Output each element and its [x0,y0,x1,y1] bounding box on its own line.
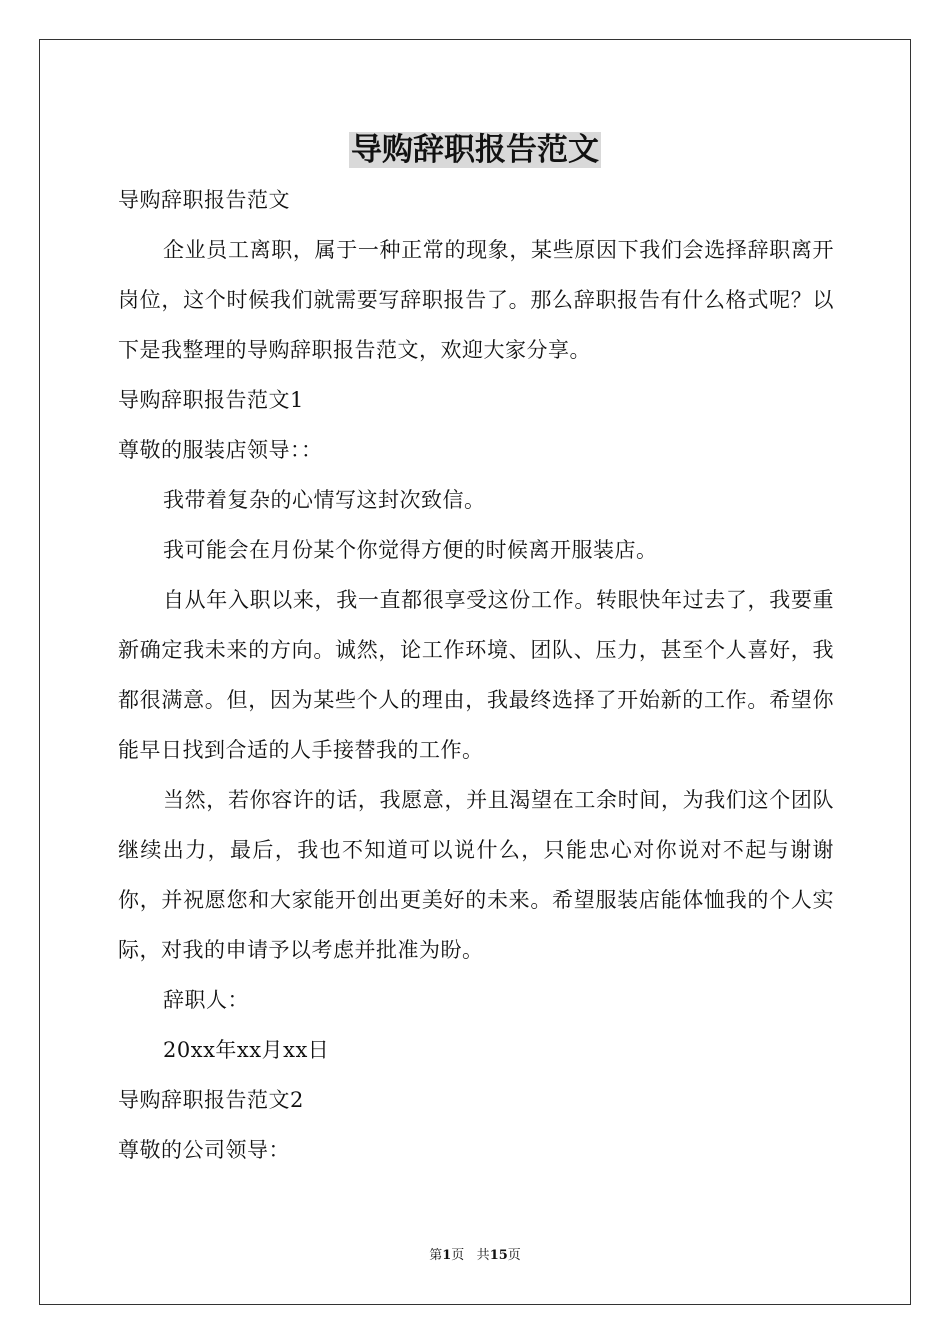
paragraph-5: 我可能会在月份某个你觉得方便的时候离开服装店。 [163,538,658,562]
document-body [118,175,834,1175]
paragraph-2: 导购辞职报告范文1 [118,388,304,412]
footer-page-suffix: 页 [451,1248,465,1263]
paragraph-9: 20xx年xx月xx日 [163,1038,330,1062]
paragraph-11: 尊敬的公司领导： [118,1138,290,1162]
paragraph-0: 导购辞职报告范文 [118,188,290,212]
paragraph-7: 当然，若你容许的话，我愿意，并且渴望在工余时间，为我们这个团队继续出力，最后，我也不知道可以说什么，只能忠心对你说对不起与谢谢你，并祝愿您和大家能开创出更美好的未来。希望服装店能体恤我的个人实际，对我的申请予以考虑并批准为盼。 [118,788,834,962]
footer-total-suffix: 页 [507,1248,521,1263]
paragraph-1: 企业员工离职，属于一种正常的现象，某些原因下我们会选择辞职离开岗位，这个时候我们就需要写辞职报告了。那么辞职报告有什么格式呢？以下是我整理的导购辞职报告范文，欢迎大家分享。 [118,238,834,362]
footer-prefix: 第 [429,1248,443,1263]
page-footer [0,1247,950,1265]
paragraph-6: 自从年入职以来，我一直都很享受这份工作。转眼快年过去了，我要重新确定我未来的方向。诚然，论工作环境、团队、压力，甚至个人喜好，我都很满意。但，因为某些个人的理由，我最终选择了开始新的工作。希望你能早日找到合适的人手接替我的工作。 [118,588,834,762]
footer-total-prefix: 共 [476,1248,490,1263]
footer-page-number: 1 [442,1248,452,1263]
paragraph-10: 导购辞职报告范文2 [118,1088,304,1112]
paragraph-3: 尊敬的服装店领导：： [118,438,323,462]
paragraph-8: 辞职人： [163,988,249,1012]
document-title [0,128,950,172]
footer-total-pages: 15 [489,1248,508,1263]
document-title-text: 导购辞职报告范文 [351,132,599,168]
paragraph-4: 我带着复杂的心情写这封次致信。 [163,488,486,512]
